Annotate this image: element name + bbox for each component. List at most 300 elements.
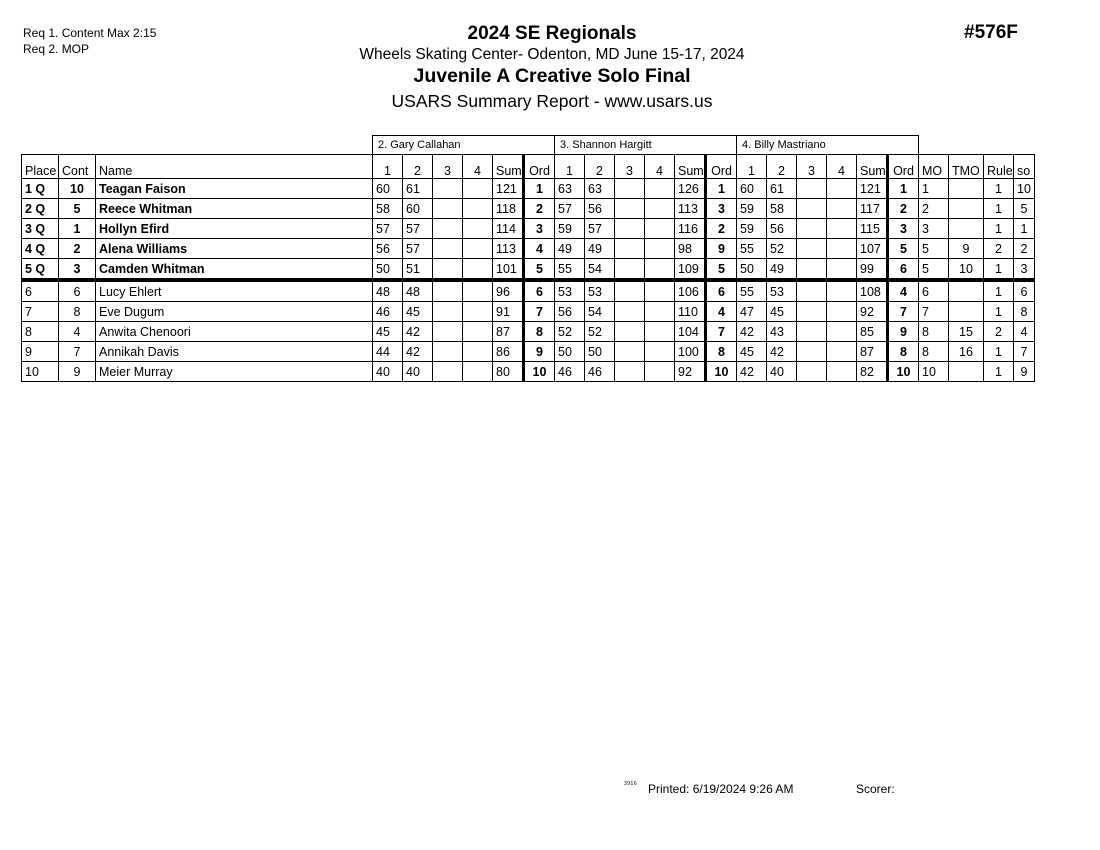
tmo-cell xyxy=(949,280,984,302)
skater-name-cell: Hollyn Efird xyxy=(96,219,373,239)
score-cell: 42 xyxy=(767,342,797,362)
place-cell: 1 Q xyxy=(22,179,59,199)
score-cell: 58 xyxy=(767,199,797,219)
rule-cell: 1 xyxy=(984,259,1014,281)
score-cell xyxy=(827,342,857,362)
score-cell xyxy=(797,280,827,302)
column-header-score: 4 xyxy=(827,155,857,179)
table-row xyxy=(22,302,1035,322)
score-cell xyxy=(615,302,645,322)
ordinal-cell: 1 xyxy=(524,179,555,199)
contestant-number-cell: 9 xyxy=(59,362,96,382)
table-row xyxy=(22,219,1035,239)
column-header-ord: Ord xyxy=(706,155,737,179)
so-cell: 7 xyxy=(1014,342,1035,362)
score-cell: 42 xyxy=(403,322,433,342)
score-cell xyxy=(827,199,857,219)
score-cell xyxy=(797,259,827,281)
sum-cell: 113 xyxy=(675,199,706,219)
results-table xyxy=(21,135,1035,382)
blank-cell xyxy=(919,136,1035,155)
mo-cell: 5 xyxy=(919,239,949,259)
sum-cell: 86 xyxy=(493,342,524,362)
ordinal-cell: 9 xyxy=(524,342,555,362)
score-cell xyxy=(797,239,827,259)
score-cell xyxy=(463,322,493,342)
score-cell xyxy=(463,199,493,219)
sum-cell: 104 xyxy=(675,322,706,342)
ordinal-cell: 2 xyxy=(706,219,737,239)
score-cell: 50 xyxy=(555,342,585,362)
score-cell xyxy=(645,259,675,281)
score-cell: 55 xyxy=(737,280,767,302)
ordinal-cell: 8 xyxy=(888,342,919,362)
contestant-number-cell: 7 xyxy=(59,342,96,362)
tmo-cell: 16 xyxy=(949,342,984,362)
score-cell xyxy=(463,342,493,362)
rule-cell: 1 xyxy=(984,302,1014,322)
score-cell xyxy=(433,239,463,259)
ordinal-cell: 6 xyxy=(706,280,737,302)
place-cell: 8 xyxy=(22,322,59,342)
score-cell xyxy=(433,179,463,199)
score-cell xyxy=(797,322,827,342)
score-cell: 57 xyxy=(555,199,585,219)
score-cell: 52 xyxy=(767,239,797,259)
column-header-score: 1 xyxy=(555,155,585,179)
score-cell: 54 xyxy=(585,302,615,322)
score-cell: 54 xyxy=(585,259,615,281)
sum-cell: 106 xyxy=(675,280,706,302)
column-header-name: Name xyxy=(96,155,373,179)
score-cell xyxy=(433,199,463,219)
judge-name: 3. Shannon Hargitt xyxy=(555,136,737,155)
rule-cell: 1 xyxy=(984,179,1014,199)
score-cell: 51 xyxy=(403,259,433,281)
ordinal-cell: 6 xyxy=(888,259,919,281)
score-cell xyxy=(615,239,645,259)
score-cell: 56 xyxy=(373,239,403,259)
score-cell xyxy=(645,219,675,239)
score-cell xyxy=(433,362,463,382)
table-row xyxy=(22,179,1035,199)
column-header-ord: Ord xyxy=(888,155,919,179)
score-cell: 45 xyxy=(403,302,433,322)
ordinal-cell: 1 xyxy=(706,179,737,199)
score-cell: 57 xyxy=(403,239,433,259)
score-cell: 61 xyxy=(767,179,797,199)
sum-cell: 92 xyxy=(857,302,888,322)
score-cell xyxy=(645,302,675,322)
score-cell: 40 xyxy=(373,362,403,382)
mo-cell: 8 xyxy=(919,342,949,362)
score-cell: 40 xyxy=(767,362,797,382)
score-cell xyxy=(645,179,675,199)
score-cell xyxy=(433,302,463,322)
score-cell xyxy=(797,199,827,219)
ordinal-cell: 5 xyxy=(524,259,555,281)
column-header-sum: Sum xyxy=(493,155,524,179)
sum-cell: 107 xyxy=(857,239,888,259)
ordinal-cell: 7 xyxy=(706,322,737,342)
contestant-number-cell: 10 xyxy=(59,179,96,199)
sum-cell: 117 xyxy=(857,199,888,219)
score-cell xyxy=(797,179,827,199)
column-header-row xyxy=(22,155,1035,179)
score-cell: 50 xyxy=(585,342,615,362)
scorer-label: Scorer: xyxy=(856,782,895,796)
score-cell: 48 xyxy=(403,280,433,302)
place-cell: 6 xyxy=(22,280,59,302)
score-cell: 57 xyxy=(585,219,615,239)
ordinal-cell: 10 xyxy=(888,362,919,382)
score-cell xyxy=(615,219,645,239)
score-cell: 46 xyxy=(555,362,585,382)
column-header-score: 3 xyxy=(433,155,463,179)
contestant-number-cell: 1 xyxy=(59,219,96,239)
footer-code: 3916 xyxy=(624,781,638,787)
sum-cell: 118 xyxy=(493,199,524,219)
score-cell: 59 xyxy=(555,219,585,239)
score-cell: 42 xyxy=(737,362,767,382)
score-cell: 55 xyxy=(737,239,767,259)
score-cell xyxy=(433,280,463,302)
score-cell xyxy=(827,179,857,199)
sum-cell: 85 xyxy=(857,322,888,342)
score-cell: 60 xyxy=(403,199,433,219)
mo-cell: 5 xyxy=(919,259,949,281)
mo-cell: 8 xyxy=(919,322,949,342)
score-cell xyxy=(827,219,857,239)
requirement-2: Req 2. MOP xyxy=(23,42,90,56)
tmo-cell: 15 xyxy=(949,322,984,342)
score-cell: 56 xyxy=(555,302,585,322)
score-cell xyxy=(433,342,463,362)
score-cell: 46 xyxy=(373,302,403,322)
ordinal-cell: 3 xyxy=(888,219,919,239)
table-row xyxy=(22,239,1035,259)
place-cell: 10 xyxy=(22,362,59,382)
ordinal-cell: 1 xyxy=(888,179,919,199)
column-header-score: 1 xyxy=(737,155,767,179)
so-cell: 9 xyxy=(1014,362,1035,382)
score-cell xyxy=(615,362,645,382)
score-cell xyxy=(797,302,827,322)
sum-cell: 121 xyxy=(493,179,524,199)
score-cell xyxy=(433,322,463,342)
skater-name-cell: Meier Murray xyxy=(96,362,373,382)
ordinal-cell: 3 xyxy=(706,199,737,219)
column-header-score: 3 xyxy=(615,155,645,179)
so-cell: 6 xyxy=(1014,280,1035,302)
column-header-cont: Cont xyxy=(59,155,96,179)
rule-cell: 2 xyxy=(984,239,1014,259)
score-cell: 55 xyxy=(555,259,585,281)
column-header-sum: Sum xyxy=(675,155,706,179)
tmo-cell xyxy=(949,219,984,239)
score-cell: 49 xyxy=(767,259,797,281)
rule-cell: 1 xyxy=(984,219,1014,239)
contestant-number-cell: 8 xyxy=(59,302,96,322)
score-cell: 45 xyxy=(737,342,767,362)
column-header-score: 2 xyxy=(585,155,615,179)
score-cell xyxy=(797,362,827,382)
printed-timestamp: Printed: 6/19/2024 9:26 AM xyxy=(648,782,794,796)
ordinal-cell: 10 xyxy=(706,362,737,382)
rule-cell: 1 xyxy=(984,342,1014,362)
table-row xyxy=(22,199,1035,219)
so-cell: 2 xyxy=(1014,239,1035,259)
event-number: #576F xyxy=(964,22,1018,43)
place-cell: 4 Q xyxy=(22,239,59,259)
score-cell xyxy=(615,322,645,342)
ordinal-cell: 8 xyxy=(524,322,555,342)
score-cell: 45 xyxy=(767,302,797,322)
tmo-cell: 10 xyxy=(949,259,984,281)
score-cell: 49 xyxy=(555,239,585,259)
score-cell: 63 xyxy=(555,179,585,199)
place-cell: 3 Q xyxy=(22,219,59,239)
column-header-so: so xyxy=(1014,155,1035,179)
score-cell: 59 xyxy=(737,199,767,219)
score-cell: 50 xyxy=(373,259,403,281)
sum-cell: 126 xyxy=(675,179,706,199)
sum-cell: 92 xyxy=(675,362,706,382)
score-cell xyxy=(645,199,675,219)
ordinal-cell: 3 xyxy=(524,219,555,239)
score-cell: 57 xyxy=(373,219,403,239)
score-cell xyxy=(463,280,493,302)
score-cell xyxy=(645,239,675,259)
score-cell xyxy=(797,342,827,362)
score-cell: 49 xyxy=(585,239,615,259)
contestant-number-cell: 4 xyxy=(59,322,96,342)
sum-cell: 115 xyxy=(857,219,888,239)
ordinal-cell: 5 xyxy=(888,239,919,259)
score-cell: 40 xyxy=(403,362,433,382)
skater-name-cell: Reece Whitman xyxy=(96,199,373,219)
score-cell: 61 xyxy=(403,179,433,199)
score-cell xyxy=(463,219,493,239)
ordinal-cell: 7 xyxy=(888,302,919,322)
sum-cell: 108 xyxy=(857,280,888,302)
score-cell xyxy=(615,342,645,362)
score-cell xyxy=(615,280,645,302)
score-cell: 56 xyxy=(767,219,797,239)
score-cell: 58 xyxy=(373,199,403,219)
table-row xyxy=(22,280,1035,302)
rule-cell: 1 xyxy=(984,280,1014,302)
column-header-rule: Rule xyxy=(984,155,1014,179)
place-cell: 7 xyxy=(22,302,59,322)
contestant-number-cell: 5 xyxy=(59,199,96,219)
sum-cell: 109 xyxy=(675,259,706,281)
ordinal-cell: 9 xyxy=(706,239,737,259)
score-cell: 45 xyxy=(373,322,403,342)
sum-cell: 116 xyxy=(675,219,706,239)
so-cell: 1 xyxy=(1014,219,1035,239)
report-header xyxy=(300,22,804,113)
sum-cell: 87 xyxy=(857,342,888,362)
skater-name-cell: Teagan Faison xyxy=(96,179,373,199)
requirements-block xyxy=(23,25,156,57)
score-cell xyxy=(463,179,493,199)
rule-cell: 1 xyxy=(984,199,1014,219)
sum-cell: 114 xyxy=(493,219,524,239)
skater-name-cell: Alena Williams xyxy=(96,239,373,259)
mo-cell: 6 xyxy=(919,280,949,302)
column-header-tmo: TMO xyxy=(949,155,984,179)
sum-cell: 80 xyxy=(493,362,524,382)
blank-cell xyxy=(22,136,373,155)
score-cell xyxy=(827,259,857,281)
place-cell: 5 Q xyxy=(22,259,59,281)
so-cell: 4 xyxy=(1014,322,1035,342)
ordinal-cell: 4 xyxy=(706,302,737,322)
mo-cell: 10 xyxy=(919,362,949,382)
score-cell xyxy=(827,302,857,322)
score-cell xyxy=(645,322,675,342)
sum-cell: 98 xyxy=(675,239,706,259)
score-cell: 56 xyxy=(585,199,615,219)
sum-cell: 121 xyxy=(857,179,888,199)
sum-cell: 87 xyxy=(493,322,524,342)
contestant-number-cell: 2 xyxy=(59,239,96,259)
column-header-score: 1 xyxy=(373,155,403,179)
score-cell: 63 xyxy=(585,179,615,199)
score-cell xyxy=(797,219,827,239)
mo-cell: 3 xyxy=(919,219,949,239)
ordinal-cell: 2 xyxy=(888,199,919,219)
skater-name-cell: Eve Dugum xyxy=(96,302,373,322)
score-cell xyxy=(433,219,463,239)
sum-cell: 113 xyxy=(493,239,524,259)
score-cell: 52 xyxy=(585,322,615,342)
requirement-1: Req 1. Content Max 2:15 xyxy=(23,26,157,40)
score-cell: 42 xyxy=(737,322,767,342)
so-cell: 10 xyxy=(1014,179,1035,199)
tmo-cell: 9 xyxy=(949,239,984,259)
event-title: Juvenile A Creative Solo Final xyxy=(413,65,691,87)
sum-cell: 100 xyxy=(675,342,706,362)
mo-cell: 7 xyxy=(919,302,949,322)
skater-name-cell: Camden Whitman xyxy=(96,259,373,281)
judge-name: 2. Gary Callahan xyxy=(373,136,555,155)
score-cell: 60 xyxy=(737,179,767,199)
score-cell: 59 xyxy=(737,219,767,239)
rule-cell: 1 xyxy=(984,362,1014,382)
ordinal-cell: 5 xyxy=(706,259,737,281)
score-cell: 42 xyxy=(403,342,433,362)
contestant-number-cell: 3 xyxy=(59,259,96,281)
skater-name-cell: Anwita Chenoori xyxy=(96,322,373,342)
score-cell: 60 xyxy=(373,179,403,199)
ordinal-cell: 4 xyxy=(524,239,555,259)
ordinal-cell: 2 xyxy=(524,199,555,219)
table-row xyxy=(22,322,1035,342)
score-cell xyxy=(827,322,857,342)
ordinal-cell: 10 xyxy=(524,362,555,382)
table-row xyxy=(22,362,1035,382)
score-cell xyxy=(463,259,493,281)
column-header-ord: Ord xyxy=(524,155,555,179)
mo-cell: 2 xyxy=(919,199,949,219)
rule-cell: 2 xyxy=(984,322,1014,342)
column-header-mo: MO xyxy=(919,155,949,179)
tmo-cell xyxy=(949,179,984,199)
score-cell xyxy=(615,179,645,199)
judge-header-row xyxy=(22,136,1035,155)
score-cell: 47 xyxy=(737,302,767,322)
score-cell: 43 xyxy=(767,322,797,342)
mo-cell: 1 xyxy=(919,179,949,199)
ordinal-cell: 6 xyxy=(524,280,555,302)
column-header-score: 2 xyxy=(767,155,797,179)
score-cell xyxy=(645,280,675,302)
score-cell xyxy=(645,342,675,362)
column-header-score: 2 xyxy=(403,155,433,179)
skater-name-cell: Lucy Ehlert xyxy=(96,280,373,302)
score-cell: 53 xyxy=(767,280,797,302)
venue-and-dates: Wheels Skating Center- Odenton, MD June 15-17, 2024 xyxy=(359,46,745,63)
column-header-sum: Sum xyxy=(857,155,888,179)
sum-cell: 101 xyxy=(493,259,524,281)
score-cell: 53 xyxy=(555,280,585,302)
sum-cell: 91 xyxy=(493,302,524,322)
so-cell: 5 xyxy=(1014,199,1035,219)
score-cell: 48 xyxy=(373,280,403,302)
column-header-score: 4 xyxy=(645,155,675,179)
score-cell xyxy=(615,199,645,219)
tmo-cell xyxy=(949,362,984,382)
report-subtitle: USARS Summary Report - www.usars.us xyxy=(391,91,713,111)
tmo-cell xyxy=(949,199,984,219)
sum-cell: 82 xyxy=(857,362,888,382)
sum-cell: 99 xyxy=(857,259,888,281)
score-cell xyxy=(463,239,493,259)
score-cell xyxy=(827,362,857,382)
competition-title: 2024 SE Regionals xyxy=(467,23,637,44)
score-cell xyxy=(827,239,857,259)
score-cell: 52 xyxy=(555,322,585,342)
place-cell: 2 Q xyxy=(22,199,59,219)
column-header-score: 3 xyxy=(797,155,827,179)
so-cell: 3 xyxy=(1014,259,1035,281)
column-header-score: 4 xyxy=(463,155,493,179)
ordinal-cell: 8 xyxy=(706,342,737,362)
score-cell: 53 xyxy=(585,280,615,302)
score-cell: 50 xyxy=(737,259,767,281)
score-cell: 44 xyxy=(373,342,403,362)
ordinal-cell: 7 xyxy=(524,302,555,322)
place-cell: 9 xyxy=(22,342,59,362)
tmo-cell xyxy=(949,302,984,322)
score-cell xyxy=(463,362,493,382)
column-header-place: Place xyxy=(22,155,59,179)
score-cell xyxy=(615,259,645,281)
skater-name-cell: Annikah Davis xyxy=(96,342,373,362)
sum-cell: 96 xyxy=(493,280,524,302)
ordinal-cell: 4 xyxy=(888,280,919,302)
sum-cell: 110 xyxy=(675,302,706,322)
score-cell xyxy=(827,280,857,302)
score-cell xyxy=(463,302,493,322)
so-cell: 8 xyxy=(1014,302,1035,322)
ordinal-cell: 9 xyxy=(888,322,919,342)
contestant-number-cell: 6 xyxy=(59,280,96,302)
score-cell: 46 xyxy=(585,362,615,382)
score-cell xyxy=(645,362,675,382)
